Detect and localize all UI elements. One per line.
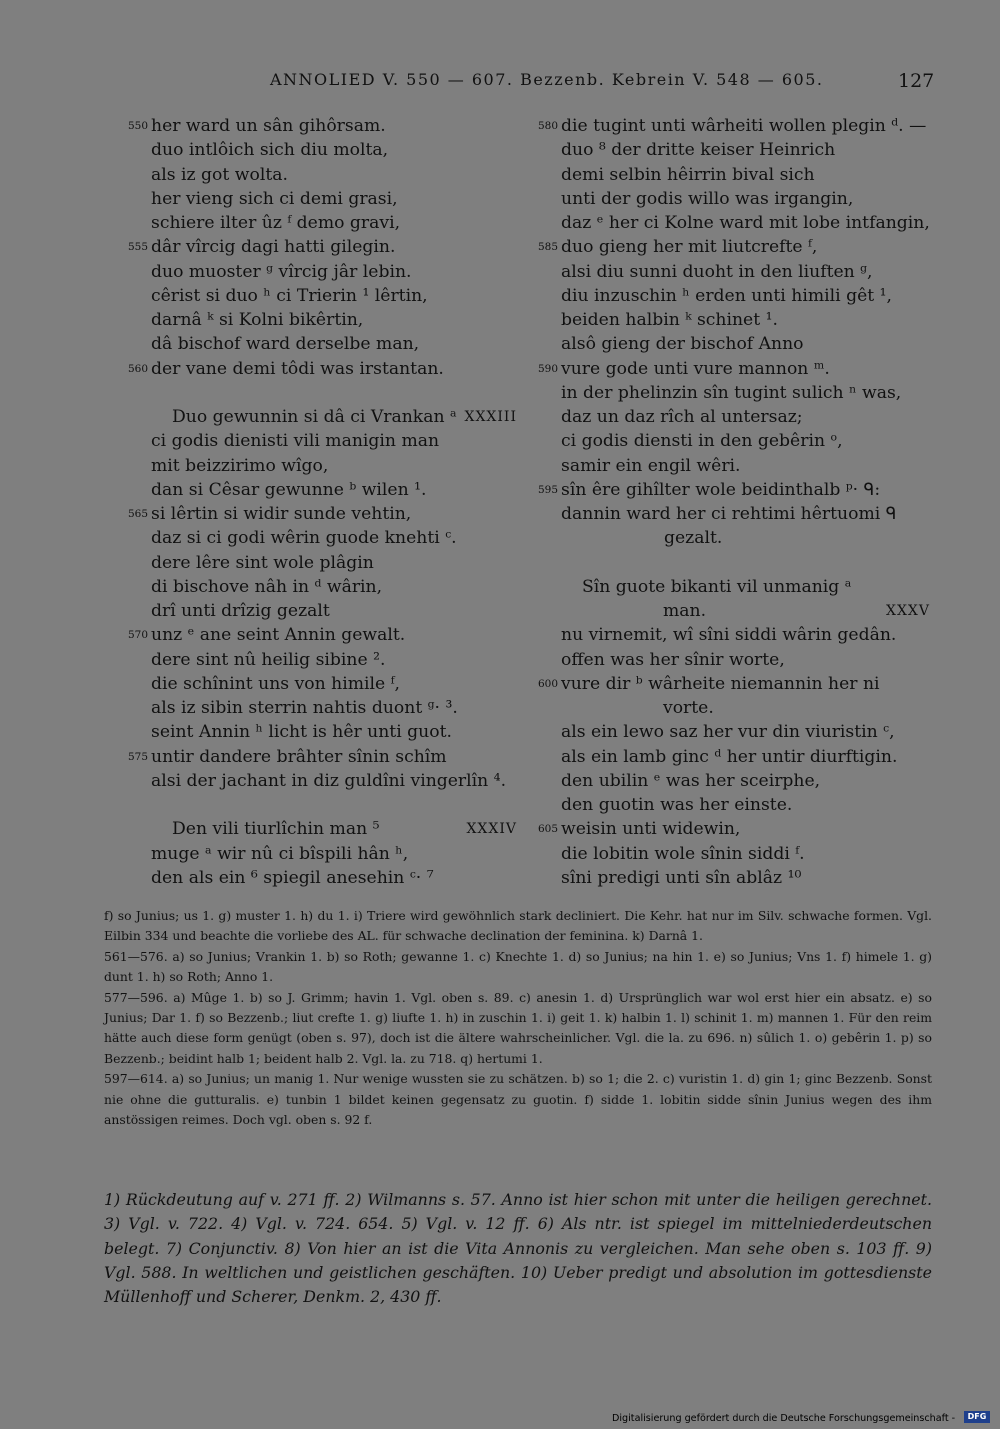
verse-text: duo muoster ᵍ vîrcig jâr lebin. [151,261,412,282]
verse-line [128,284,533,308]
verse-line [128,138,533,162]
apparatus-entry: 561—576. a) so Junius; Vrankin 1. b) so Roth; gewanne 1. c) Knechte 1. d) so Junius; na hin 1. e) so Junius; Vns 1. f) himele 1. g) dunt 1. h) so Roth; Anno 1. [104,948,932,985]
verse-text: als ein lamb ginc ᵈ her untir diurftigin. [561,746,898,767]
verse-line [538,769,938,793]
verse-text: si lêrtin si widir sunde vehtin, [151,504,412,524]
verse-line [128,672,533,696]
verse-line [538,720,938,744]
apparatus-entry: 597—614. a) so Junius; un manig 1. Nur wenige wussten sie zu schätzen. b) so 1; die 2. c) vuristin 1. d) gin 1; ginc Bezzenb. Sonst nie ohne die gutturalis. e) tunbin 1 bildet keinen gegensatz zu guotin. f) sidde 1. lobitin sidde sînin Junius wegen des ihm anstössigen reimes. Doch vgl. oben s. 92 f. [104,1071,932,1128]
verse-text: dere sint nû heilig sibine ². [151,649,386,670]
verse-line [538,235,938,259]
verse-line [538,623,938,647]
verse-line [538,696,938,720]
verse-text: schiere ilter ûz ᶠ demo gravi, [151,213,401,233]
verse-line [128,720,533,744]
section-number: XXXIII [464,409,517,425]
verse-line [128,575,533,599]
critical-apparatus [104,906,932,1130]
stanza-gap [128,381,533,405]
verse-text: dere lêre sint wole plâgin [151,552,374,573]
verse-text: seint Annin ʰ licht is hêr unti guot. [151,722,452,743]
verse-line [538,502,938,526]
verse-text: die tugint unti wârheiti wollen plegin ᵈ. — [561,116,927,136]
verse-text: in der phelinzin sîn tugint sulich ⁿ was, [561,382,902,403]
verse-text: unti der godis willo was irgangin, [561,188,854,209]
verse-text: ci godis diensti in den gebêrin ᵒ, [561,431,843,452]
verse-line [128,454,533,478]
verse-line [128,769,533,793]
verse-text: ci godis dienisti vili manigin man [151,431,440,452]
running-header [0,70,1000,94]
verse-text: den guotin was her einste. [561,795,793,815]
verse-text: duo gieng her mit liutcrefte ᶠ, [561,237,818,258]
verse-line [128,114,533,138]
verse-text: daz un daz rîch al untersaz; [561,407,803,427]
verse-line [538,138,938,162]
verse-line [538,793,938,817]
verse-text: Sîn guote bikanti vil unmanig ᵃ [582,576,852,597]
line-number: 570 [128,629,149,642]
section-number: XXXIV [466,821,517,838]
page-number: 127 [898,70,935,92]
verse-line [128,623,533,647]
verse-line [128,745,533,769]
verse-line [128,332,533,356]
verse-text: her ward un sân gihôrsam. [151,116,386,136]
header-title: ANNOLIED V. 550 — 607. Bezzenb. Kebrein V. 548 — 605. [270,70,824,89]
verse-text: duo ⁸ der dritte keiser Heinrich [561,140,836,161]
line-number: 565 [128,508,149,520]
verse-line [538,478,938,502]
verse-text: die lobitin wole sînin siddi ᶠ. [561,843,805,864]
verse-line [128,235,533,259]
line-number: 605 [538,823,559,836]
verse-text: den ubilin ᵉ was her sceirphe, [561,770,821,791]
verse-line [128,842,533,866]
line-number: 550 [128,120,149,132]
verse-text: man. [663,601,707,621]
verse-text: diu inzuschin ʰ erden unti himili gêt ¹, [561,285,892,306]
digitization-credit: Digitalisierung gefördert durch die Deutsche Forschungsgemeinschaft - [612,1413,956,1424]
verse-text: drî unti drîzig gezalt [151,601,330,621]
verse-text: dannin ward her ci rehtimi hêrtuomi ᑫ [561,504,897,524]
verse-line [128,211,533,235]
verse-text: dâr vîrcig dagi hatti gilegin. [151,237,396,258]
verse-line [538,648,938,672]
verse-text: cêrist si duo ʰ ci Trierin ¹ lêrtin, [151,285,428,306]
verse-line [128,648,533,672]
stanza-gap [538,551,938,575]
verse-text: daz ᵉ her ci Kolne ward mit lobe intfangin, [561,213,930,233]
verse-line [128,405,533,429]
section-number: XXXV [885,603,930,619]
verse-text: demi selbin hêirrin bival sich [561,164,815,185]
line-number: 590 [538,362,559,375]
verse-line [538,672,938,696]
verse-text: sîn êre gihîlter wole beidinthalb ᵖ· ᑫ: [561,479,881,500]
verse-text: alsi der jachant in diz guldîni vingerlîn ⁴. [151,770,507,791]
line-number: 600 [538,677,559,690]
verse-text: den als ein ⁶ spiegil anesehin ᶜ· ⁷ [151,867,434,888]
line-number: 580 [538,120,559,132]
verse-line [538,187,938,211]
verse-line [538,381,938,405]
verse-text: als iz sibin sterrin nahtis duont ᵍ· ³. [151,698,458,718]
verse-line [538,260,938,284]
verse-line [538,332,938,356]
verse-text: samir ein engil wêri. [561,455,741,476]
line-number: 595 [538,483,559,496]
verse-text: vorte. [663,698,714,718]
verse-line [538,405,938,429]
verse-line [538,599,938,623]
verse-text: dan si Cêsar gewunne ᵇ wilen ¹. [151,479,427,500]
verse-line [128,502,533,526]
verse-line [538,429,938,453]
verse-line [538,284,938,308]
line-number: 560 [128,362,149,375]
verse-text: dâ bischof ward derselbe man, [151,334,420,355]
verse-text: alsô gieng der bischof Anno [561,334,804,355]
verse-text: als iz got wolta. [151,164,288,185]
verse-line [128,696,533,720]
verse-text: offen was her sînir worte, [561,649,785,670]
verse-text: Duo gewunnin si dâ ci Vrankan ᵃ [172,407,457,427]
verse-line [128,866,533,890]
verse-text: als ein lewo saz her vur din viuristin ᶜ, [561,722,895,743]
verse-line [128,526,533,550]
verse-line [128,260,533,284]
verse-column-right [538,114,938,890]
verse-line [128,429,533,453]
verse-line [128,599,533,623]
verse-text: unz ᵉ ane seint Annin gewalt. [151,625,406,646]
stanza-gap [128,793,533,817]
verse-text: her vieng sich ci demi grasi, [151,188,398,209]
verse-text: gezalt. [664,528,723,549]
verse-text: duo intlôich sich diu molta, [151,140,389,161]
verse-line [128,357,533,381]
verse-text: daz si ci godi wêrin guode knehti ᶜ. [151,528,457,549]
verse-text: nu virnemit, wî sîni siddi wârin gedân. [561,625,897,646]
verse-line [128,308,533,332]
verse-line [538,114,938,138]
verse-text: der vane demi tôdi was irstantan. [151,358,444,379]
verse-column-left [128,114,533,890]
verse-text: alsi diu sunni duoht in den liuften ᵍ, [561,261,873,282]
verse-text: beiden halbin ᵏ schinet ¹. [561,310,778,330]
verse-text: di bischove nâh in ᵈ wârin, [151,576,383,597]
verse-line [128,478,533,502]
verse-text: darnâ ᵏ si Kolni bikêrtin, [151,310,364,330]
verse-text: mit beizzirimo wîgo, [151,455,329,476]
verse-text: die schînint uns von himile ᶠ, [151,673,400,694]
verse-line [538,745,938,769]
line-number: 555 [128,241,149,254]
verse-text: vure dir ᵇ wârheite niemannin her ni [561,673,880,694]
verse-line [538,842,938,866]
verse-text: muge ᵃ wir nû ci bîspili hân ʰ, [151,843,409,864]
verse-line [128,163,533,187]
verse-line [128,817,533,841]
line-number: 575 [128,750,149,763]
verse-line [538,526,938,550]
verse-line [538,163,938,187]
verse-line [538,308,938,332]
apparatus-entry: f) so Junius; us 1. g) muster 1. h) du 1. i) Triere wird gewöhnlich stark decliniert. Die Kehr. hat nur im Silv. schwache formen. Vgl. Eilbin 334 und beachte die vorliebe des AL. für schwache declination der feminina. k) Darnâ 1. [104,908,932,944]
verse-text: sîni predigi unti sîn ablâz ¹⁰ [561,867,802,888]
apparatus-entry: 577—596. a) Mûge 1. b) so J. Grimm; havin 1. Vgl. oben s. 89. c) anesin 1. d) Ursprünglich war wol erst hier ein absatz. e) so Junius; Dar 1. f) so Bezzenb.; liut crefte 1. g) liufte 1. h) in zuschin 1. i) geit 1. k) halbin 1. l) schinit 1. m) mannen 1. Für den reim hätte auch diese form genügt (oben s. 97), doch ist die ältere wahrscheinlicher. Vgl. die la. zu 696. n) sûlich 1. o) gebêrin 1. p) so Bezzenb.; beidint halb 1; beident halb 2. Vgl. la. zu 718. q) hertumi 1. [104,989,932,1066]
verse-text: untir dandere brâhter sînin schîm [151,746,447,767]
verse-text: vure gode unti vure mannon ᵐ. [561,358,830,379]
verse-line [538,454,938,478]
verse-line [128,187,533,211]
verse-line [538,866,938,890]
commentary-notes [104,1188,932,1309]
verse-line [538,357,938,381]
verse-line [538,817,938,841]
verse-line [128,551,533,575]
verse-line [538,575,938,599]
notes-text: 1) Rückdeutung auf v. 271 ff. 2) Wilmanns s. 57. Anno ist hier schon mit unter die heiligen gerechnet. 3) Vgl. v. 722. 4) Vgl. v. 724. 654. 5) Vgl. v. 12 ff. 6) Als ntr. ist spiegel im mittelniederdeutschen belegt. 7) Conjunctiv. 8) Von hier an ist die Vita Annonis zu vergleichen. Man sehe oben s. 103 ff. 9) Vgl. 588. In weltlichen und geistlichen geschäften. 10) Ueber predigt und absolution im gottesdienste Müllenhoff und Scherer, Denkm. 2, 430 ff. [104,1190,932,1307]
verse-line [538,211,938,235]
dfg-logo: DFG [964,1411,990,1423]
line-number: 585 [538,241,559,254]
verse-text: Den vili tiurlîchin man ⁵ [172,819,380,840]
verse-text: weisin unti widewin, [561,819,741,840]
